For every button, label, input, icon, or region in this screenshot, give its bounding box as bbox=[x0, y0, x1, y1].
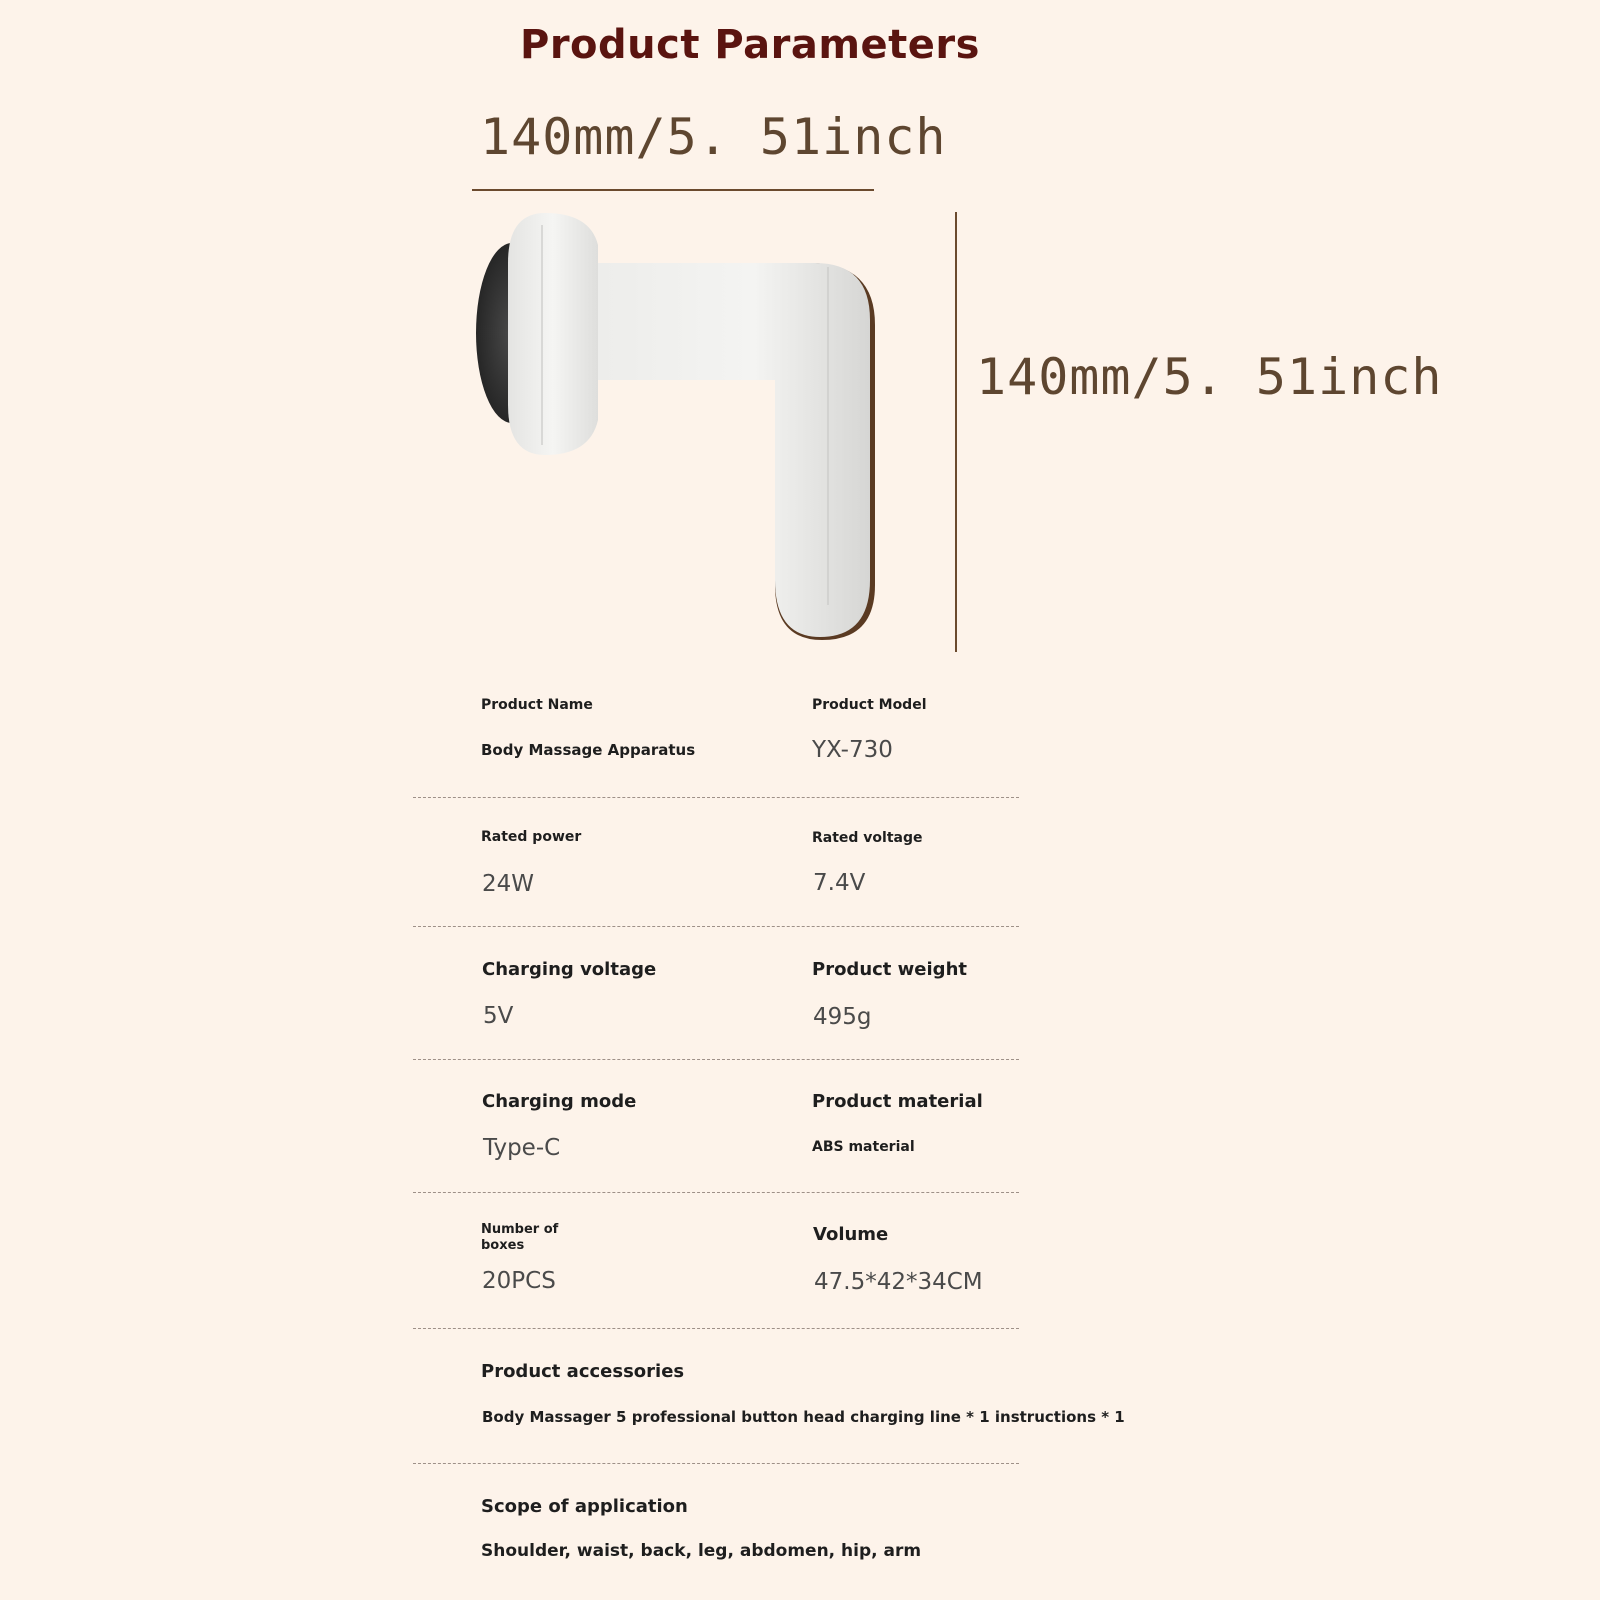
width-dimension-label: 140mm/5. 51inch bbox=[480, 108, 947, 166]
param-product-name-value: Body Massage Apparatus bbox=[481, 741, 696, 759]
param-rated-power-value: 24W bbox=[482, 871, 535, 897]
divider bbox=[413, 1463, 1019, 1464]
page-title: Product Parameters bbox=[520, 22, 980, 68]
param-product-material-label: Product material bbox=[812, 1091, 983, 1112]
massager-product-image bbox=[470, 205, 890, 655]
param-charging-voltage-value: 5V bbox=[483, 1003, 514, 1029]
param-product-model-value: YX-730 bbox=[812, 737, 893, 763]
height-dimension-label: 140mm/5. 51inch bbox=[976, 348, 1443, 406]
divider bbox=[413, 1328, 1019, 1329]
param-product-weight-label: Product weight bbox=[812, 959, 967, 980]
param-volume-label: Volume bbox=[813, 1224, 889, 1245]
param-number-of-boxes-value: 20PCS bbox=[482, 1268, 556, 1294]
param-scope-label: Scope of application bbox=[481, 1496, 688, 1517]
height-dimension-line bbox=[955, 212, 957, 652]
param-rated-voltage-value: 7.4V bbox=[813, 870, 866, 896]
param-product-weight-value: 495g bbox=[813, 1004, 872, 1030]
divider bbox=[413, 926, 1019, 927]
param-rated-power-label: Rated power bbox=[481, 829, 582, 845]
param-charging-mode-value: Type-C bbox=[483, 1135, 561, 1161]
param-number-of-boxes-label: Number of boxes bbox=[481, 1222, 559, 1253]
param-product-name-label: Product Name bbox=[481, 697, 593, 713]
divider bbox=[413, 797, 1019, 798]
divider bbox=[413, 1059, 1019, 1060]
param-rated-voltage-label: Rated voltage bbox=[812, 830, 923, 846]
param-scope-value: Shoulder, waist, back, leg, abdomen, hip, arm bbox=[481, 1541, 922, 1561]
divider bbox=[413, 1192, 1019, 1193]
param-charging-voltage-label: Charging voltage bbox=[482, 959, 657, 980]
param-volume-value: 47.5*42*34CM bbox=[814, 1269, 983, 1295]
param-charging-mode-label: Charging mode bbox=[482, 1091, 637, 1112]
width-dimension-line bbox=[472, 189, 874, 191]
param-product-material-value: ABS material bbox=[812, 1139, 915, 1155]
param-accessories-value: Body Massager 5 professional button head charging line * 1 instructions * 1 bbox=[482, 1408, 1125, 1426]
param-product-model-label: Product Model bbox=[812, 697, 927, 713]
param-accessories-label: Product accessories bbox=[481, 1361, 685, 1382]
